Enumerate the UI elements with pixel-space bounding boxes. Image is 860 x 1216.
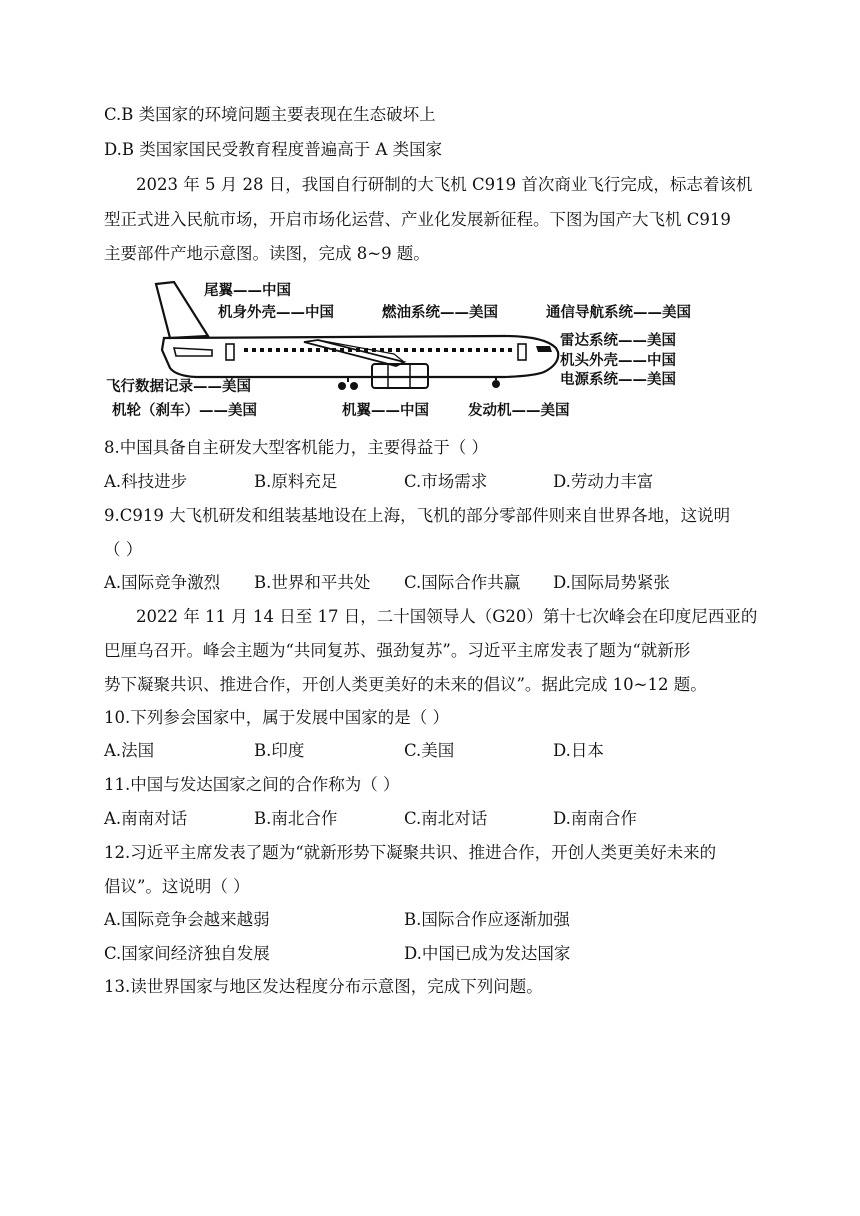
option-c-previous: C.B 类国家的环境问题主要表现在生态破坏上 (104, 105, 436, 124)
label-power-system: 电源系统——美国 (560, 372, 676, 388)
label-wheels-brakes: 机轮（刹车）——美国 (112, 403, 257, 419)
passage-g20-line-1: 2022 年 11 月 14 日至 17 日，二十国领导人（G20）第十七次峰会在印度尼西亚的 (136, 607, 758, 626)
label-wing: 机翼——中国 (342, 403, 429, 419)
passage-c919-line-1: 2023 年 5 月 28 日，我国自行研制的大飞机 C919 首次商业飞行完成，标志着该机 (136, 175, 753, 194)
label-fuel-system: 燃油系统——美国 (382, 305, 498, 321)
q9-option-c[interactable]: C.国际合作共赢 (404, 573, 521, 592)
label-tail: 尾翼——中国 (204, 283, 291, 299)
passage-g20-line-2: 巴厘乌召开。峰会主题为“共同复苏、强劲复苏”。习近平主席发表了题为“就新形 (104, 641, 691, 660)
q11-option-b[interactable]: B.南北合作 (254, 809, 338, 828)
q12-option-a[interactable]: A.国际竞争会越来越弱 (104, 910, 270, 929)
passage-g20-line-3: 势下凝聚共识、推进合作，开创人类更美好的未来的倡议”。据此完成 10~12 题。 (104, 675, 707, 694)
label-radar-system: 雷达系统——美国 (560, 333, 676, 349)
q9-option-a[interactable]: A.国际竞争激烈 (104, 573, 221, 592)
q9-option-b[interactable]: B.世界和平共处 (254, 573, 371, 592)
q12-option-c[interactable]: C.国家间经济独自发展 (104, 944, 270, 963)
q11-option-a[interactable]: A.南南对话 (104, 809, 188, 828)
question-12-line-2: 倡议”。这说明（ ） (104, 877, 250, 896)
label-fuselage: 机身外壳——中国 (218, 305, 334, 321)
q8-option-d[interactable]: D.劳动力丰富 (553, 472, 654, 491)
question-9-line-1: 9.C919 大飞机研发和组装基地设在上海，飞机的部分零部件则来自世界各地，这说明 (104, 506, 731, 525)
q8-option-c[interactable]: C.市场需求 (404, 472, 488, 491)
label-comm-nav-system: 通信导航系统——美国 (546, 305, 691, 321)
q12-option-b[interactable]: B.国际合作应逐渐加强 (404, 910, 570, 929)
label-flight-recorder: 飞行数据记录——美国 (106, 379, 251, 395)
question-12-line-1: 12.习近平主席发表了题为“就新形势下凝聚共识、推进合作，开创人类更美好未来的 (104, 843, 717, 862)
label-nose-shell: 机头外壳——中国 (560, 353, 676, 369)
q10-option-d[interactable]: D.日本 (553, 741, 604, 760)
q8-option-b[interactable]: B.原料充足 (254, 472, 338, 491)
option-d-previous: D.B 类国家国民受教育程度普遍高于 A 类国家 (104, 140, 443, 159)
passage-c919-line-2: 型正式进入民航市场，开启市场化运营、产业化发展新征程。下图为国产大飞机 C919 (104, 210, 731, 229)
question-9-line-2: （ ） (104, 540, 143, 559)
q11-option-c[interactable]: C.南北对话 (404, 809, 488, 828)
q10-option-c[interactable]: C.美国 (404, 741, 455, 760)
question-10: 10.下列参会国家中，属于发展中国家的是（ ） (104, 708, 449, 727)
question-13: 13.读世界国家与地区发达程度分布示意图，完成下列问题。 (104, 977, 543, 996)
passage-c919-line-3: 主要部件产地示意图。读图，完成 8~9 题。 (104, 244, 430, 263)
q10-option-b[interactable]: B.印度 (254, 741, 305, 760)
q10-option-a[interactable]: A.法国 (104, 741, 155, 760)
q8-option-a[interactable]: A.科技进步 (104, 472, 188, 491)
label-engine: 发动机——美国 (468, 403, 570, 419)
c919-parts-diagram (104, 276, 744, 424)
question-11: 11.中国与发达国家之间的合作称为（ ） (104, 775, 400, 794)
question-8: 8.中国具备自主研发大型客机能力，主要得益于（ ） (104, 438, 488, 457)
q11-option-d[interactable]: D.南南合作 (553, 809, 637, 828)
q12-option-d[interactable]: D.中国已成为发达国家 (404, 944, 571, 963)
q9-option-d[interactable]: D.国际局势紧张 (553, 573, 670, 592)
